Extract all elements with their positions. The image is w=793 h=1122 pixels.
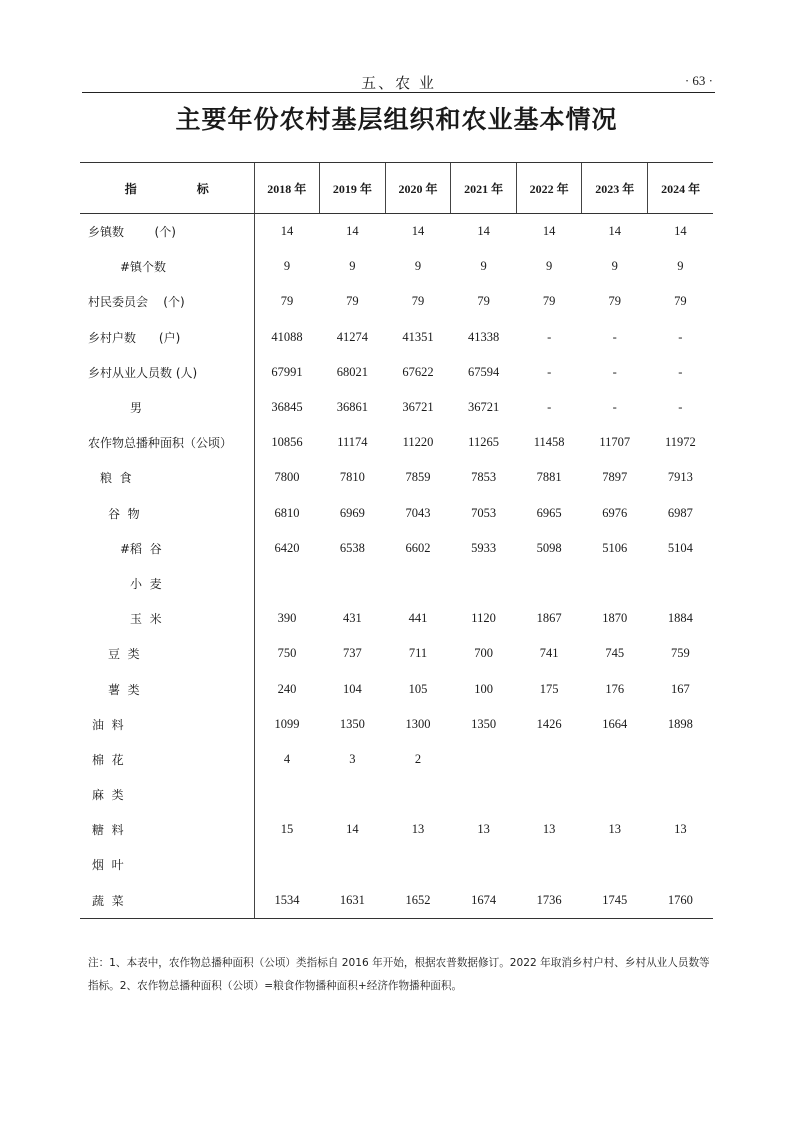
cell-value bbox=[451, 566, 517, 601]
cell-value: 9 bbox=[414, 259, 422, 274]
row-indicator: 糖 料 bbox=[80, 812, 254, 847]
cell-value: 6987 bbox=[667, 505, 693, 520]
row-indicator: 乡村从业人员数 (人) bbox=[80, 355, 254, 390]
cell-value: 1652 bbox=[385, 883, 451, 919]
row-indicator: #稻 谷 bbox=[80, 531, 254, 566]
data-table bbox=[80, 162, 713, 919]
cell-value: 7800 bbox=[274, 470, 300, 485]
row-indicator: 男 bbox=[80, 390, 254, 425]
cell-value: 745 bbox=[605, 646, 625, 661]
row-indicator: 农作物总播种面积（公顷） bbox=[80, 425, 254, 460]
cell-value bbox=[648, 566, 714, 601]
cell-value: 750 bbox=[277, 646, 297, 661]
cell-value: 79 bbox=[674, 294, 687, 309]
header-year: 2018 年 bbox=[254, 163, 320, 214]
cell-value: 7043 bbox=[405, 505, 431, 520]
header-year: 2020 年 bbox=[385, 163, 451, 214]
cell-value: - bbox=[612, 400, 617, 415]
cell-value: 14 bbox=[346, 822, 359, 837]
cell-value bbox=[516, 847, 582, 882]
page-title: 主要年份农村基层组织和农业基本情况 bbox=[175, 105, 618, 134]
table-row bbox=[80, 214, 713, 250]
cell-value: 14 bbox=[477, 224, 490, 239]
cell-value: 176 bbox=[605, 681, 625, 696]
cell-value: 104 bbox=[343, 681, 362, 696]
cell-value: 67594 bbox=[467, 364, 500, 379]
cell-value: 9 bbox=[349, 259, 356, 274]
cell-value: - bbox=[678, 400, 683, 415]
cell-value: 700 bbox=[474, 646, 493, 661]
cell-value: 6969 bbox=[339, 505, 365, 520]
table-row bbox=[80, 390, 713, 425]
cell-value: 7913 bbox=[667, 470, 693, 485]
table-row bbox=[80, 284, 713, 319]
cell-value: 431 bbox=[343, 611, 362, 626]
cell-value: 6976 bbox=[602, 505, 628, 520]
table-row bbox=[80, 601, 713, 636]
cell-value bbox=[451, 847, 517, 882]
cell-value: 5104 bbox=[667, 540, 693, 555]
cell-value: 36721 bbox=[467, 400, 500, 415]
row-indicator: 乡镇数 (个) bbox=[80, 214, 254, 250]
cell-value: 11458 bbox=[533, 435, 565, 450]
cell-value: 79 bbox=[477, 294, 490, 309]
cell-value: 1745 bbox=[582, 883, 648, 919]
cell-value: 441 bbox=[408, 611, 428, 626]
table-row bbox=[80, 671, 713, 706]
row-indicator: 乡村户数 (户) bbox=[80, 320, 254, 355]
cell-value: 167 bbox=[670, 681, 690, 696]
cell-value: 67991 bbox=[271, 364, 303, 379]
cell-value bbox=[582, 566, 648, 601]
cell-value: 9 bbox=[611, 259, 618, 274]
cell-value: 6810 bbox=[274, 505, 300, 520]
table-row bbox=[80, 496, 713, 531]
cell-value: 1350 bbox=[339, 716, 365, 731]
cell-value bbox=[516, 742, 582, 777]
cell-value: 13 bbox=[608, 822, 622, 837]
table-row bbox=[80, 742, 713, 777]
cell-value: 36721 bbox=[402, 400, 434, 415]
cell-value: 1867 bbox=[536, 611, 562, 626]
cell-value: 7897 bbox=[602, 470, 628, 485]
cell-value: 1736 bbox=[516, 883, 582, 919]
cell-value: 7853 bbox=[471, 470, 497, 485]
table-notes: 注：1、本表中，农作物总播种面积（公顷）类指标自 2016 年开始，根据农普数据修订。2022 年取消乡村户村、乡村从业人员数等指标。2、农作物总播种面积（公顷）=粮食作物播种面积+经济作物播种面积。 bbox=[88, 957, 710, 992]
cell-value bbox=[451, 742, 517, 777]
cell-value: 79 bbox=[608, 294, 622, 309]
row-indicator: 蔬 菜 bbox=[80, 883, 254, 919]
cell-value bbox=[582, 777, 648, 812]
cell-value: 13 bbox=[674, 822, 687, 837]
cell-value: 1350 bbox=[471, 716, 497, 731]
cell-value: 1664 bbox=[602, 716, 628, 731]
cell-value bbox=[320, 777, 386, 812]
cell-value bbox=[516, 777, 582, 812]
cell-value: 6602 bbox=[405, 540, 431, 555]
cell-value bbox=[582, 847, 648, 882]
cell-value: 13 bbox=[411, 822, 425, 837]
section-name: 五、农 业 bbox=[361, 74, 436, 92]
table-row bbox=[80, 531, 713, 566]
cell-value bbox=[254, 566, 320, 601]
table-row bbox=[80, 425, 713, 460]
cell-value: 741 bbox=[539, 646, 559, 661]
cell-value: 79 bbox=[346, 294, 359, 309]
header-year: 2019 年 bbox=[320, 163, 386, 214]
table-row bbox=[80, 249, 713, 284]
cell-value: 13 bbox=[542, 822, 556, 837]
row-indicator: 油 料 bbox=[80, 707, 254, 742]
cell-value: 1898 bbox=[667, 716, 693, 731]
cell-value: 41351 bbox=[402, 329, 434, 344]
cell-value: 7881 bbox=[536, 470, 562, 485]
cell-value: 7053 bbox=[471, 505, 497, 520]
cell-value: 4 bbox=[283, 751, 291, 766]
cell-value: 1760 bbox=[648, 883, 714, 919]
header-indicator-char-1: 指 bbox=[124, 181, 137, 196]
cell-value: 14 bbox=[411, 224, 425, 239]
cell-value: - bbox=[678, 329, 683, 344]
table-row bbox=[80, 320, 713, 355]
cell-value: 1099 bbox=[274, 716, 300, 731]
cell-value: 5933 bbox=[471, 540, 497, 555]
cell-value: 41088 bbox=[271, 329, 303, 344]
header-year: 2021 年 bbox=[451, 163, 517, 214]
cell-value: 1120 bbox=[471, 611, 496, 626]
cell-value: 6965 bbox=[536, 505, 562, 520]
row-indicator: 烟 叶 bbox=[80, 847, 254, 882]
cell-value bbox=[254, 847, 320, 882]
cell-value bbox=[254, 777, 320, 812]
cell-value bbox=[648, 777, 714, 812]
cell-value bbox=[385, 847, 451, 882]
cell-value: 68021 bbox=[336, 364, 369, 379]
cell-value: 11972 bbox=[664, 435, 696, 450]
cell-value bbox=[648, 742, 714, 777]
cell-value: 14 bbox=[608, 224, 622, 239]
cell-value: 737 bbox=[343, 646, 362, 661]
cell-value: 1534 bbox=[254, 883, 320, 919]
cell-value: 1631 bbox=[320, 883, 386, 919]
cell-value: 41338 bbox=[467, 329, 500, 344]
cell-value: 6538 bbox=[339, 540, 365, 555]
cell-value: 100 bbox=[474, 681, 493, 696]
table-row bbox=[80, 812, 713, 847]
cell-value: 11174 bbox=[337, 435, 368, 450]
row-indicator: 小 麦 bbox=[80, 566, 254, 601]
cell-value: - bbox=[612, 364, 617, 379]
cell-value: 15 bbox=[280, 822, 294, 837]
table-row bbox=[80, 355, 713, 390]
header-indicator-char-2: 标 bbox=[196, 181, 209, 196]
cell-value bbox=[320, 847, 386, 882]
cell-value: 11265 bbox=[468, 435, 499, 450]
cell-value: 2 bbox=[414, 751, 422, 766]
cell-value bbox=[385, 566, 451, 601]
cell-value: 14 bbox=[674, 224, 687, 239]
cell-value: 14 bbox=[542, 224, 556, 239]
cell-value: 1674 bbox=[451, 883, 517, 919]
cell-value: 14 bbox=[280, 224, 294, 239]
cell-value: 9 bbox=[546, 259, 553, 274]
cell-value: 390 bbox=[277, 611, 297, 626]
row-indicator: #镇个数 bbox=[80, 249, 254, 284]
cell-value bbox=[320, 566, 386, 601]
cell-value: 79 bbox=[542, 294, 556, 309]
cell-value: - bbox=[547, 400, 552, 415]
table-row bbox=[80, 707, 713, 742]
running-head bbox=[82, 72, 715, 93]
cell-value: 36845 bbox=[271, 400, 303, 415]
row-indicator: 豆 类 bbox=[80, 636, 254, 671]
table-row bbox=[80, 847, 713, 882]
header-year: 2023 年 bbox=[582, 163, 648, 214]
cell-value bbox=[648, 847, 714, 882]
cell-value: 14 bbox=[346, 224, 359, 239]
cell-value: - bbox=[678, 364, 683, 379]
cell-value: 10856 bbox=[271, 435, 303, 450]
cell-value: 1884 bbox=[667, 611, 693, 626]
cell-value: 9 bbox=[283, 259, 291, 274]
table-row bbox=[80, 883, 713, 919]
cell-value: 9 bbox=[677, 259, 684, 274]
cell-value: 3 bbox=[349, 751, 356, 766]
table-header-row bbox=[80, 163, 713, 214]
cell-value: 7859 bbox=[405, 470, 431, 485]
cell-value: 711 bbox=[408, 646, 428, 661]
row-indicator: 麻 类 bbox=[80, 777, 254, 812]
table-row bbox=[80, 566, 713, 601]
cell-value bbox=[385, 777, 451, 812]
row-indicator: 玉 米 bbox=[80, 601, 254, 636]
row-indicator: 谷 物 bbox=[80, 496, 254, 531]
cell-value: 175 bbox=[539, 681, 559, 696]
cell-value: 11707 bbox=[599, 435, 631, 450]
cell-value: 11220 bbox=[402, 435, 434, 450]
cell-value: 5106 bbox=[602, 540, 628, 555]
cell-value: - bbox=[547, 364, 552, 379]
cell-value: 13 bbox=[477, 822, 490, 837]
row-indicator: 村民委员会 (个) bbox=[80, 284, 254, 319]
header-indicator bbox=[80, 163, 254, 214]
cell-value: 1870 bbox=[602, 611, 628, 626]
cell-value: 7810 bbox=[339, 470, 365, 485]
cell-value: 5098 bbox=[536, 540, 562, 555]
cell-value bbox=[451, 777, 517, 812]
cell-value: 105 bbox=[408, 681, 428, 696]
row-indicator: 棉 花 bbox=[80, 742, 254, 777]
page-number: · 63 · bbox=[684, 73, 713, 88]
header-year: 2022 年 bbox=[516, 163, 582, 214]
cell-value: - bbox=[612, 329, 617, 344]
cell-value: 759 bbox=[670, 646, 690, 661]
table-row bbox=[80, 636, 713, 671]
cell-value: 9 bbox=[480, 259, 487, 274]
table-row bbox=[80, 777, 713, 812]
cell-value: 79 bbox=[280, 294, 294, 309]
header-year: 2024 年 bbox=[648, 163, 714, 214]
cell-value: 1426 bbox=[536, 716, 562, 731]
cell-value bbox=[516, 566, 582, 601]
cell-value bbox=[582, 742, 648, 777]
row-indicator: 薯 类 bbox=[80, 671, 254, 706]
cell-value: 79 bbox=[411, 294, 425, 309]
table-body bbox=[80, 214, 713, 919]
cell-value: 36861 bbox=[336, 400, 369, 415]
cell-value: 41274 bbox=[336, 329, 369, 344]
cell-value: 67622 bbox=[402, 364, 434, 379]
cell-value: 240 bbox=[277, 681, 297, 696]
cell-value: 6420 bbox=[274, 540, 300, 555]
cell-value: 1300 bbox=[405, 716, 431, 731]
table-row bbox=[80, 460, 713, 495]
cell-value: - bbox=[547, 329, 552, 344]
row-indicator: 粮 食 bbox=[80, 460, 254, 495]
